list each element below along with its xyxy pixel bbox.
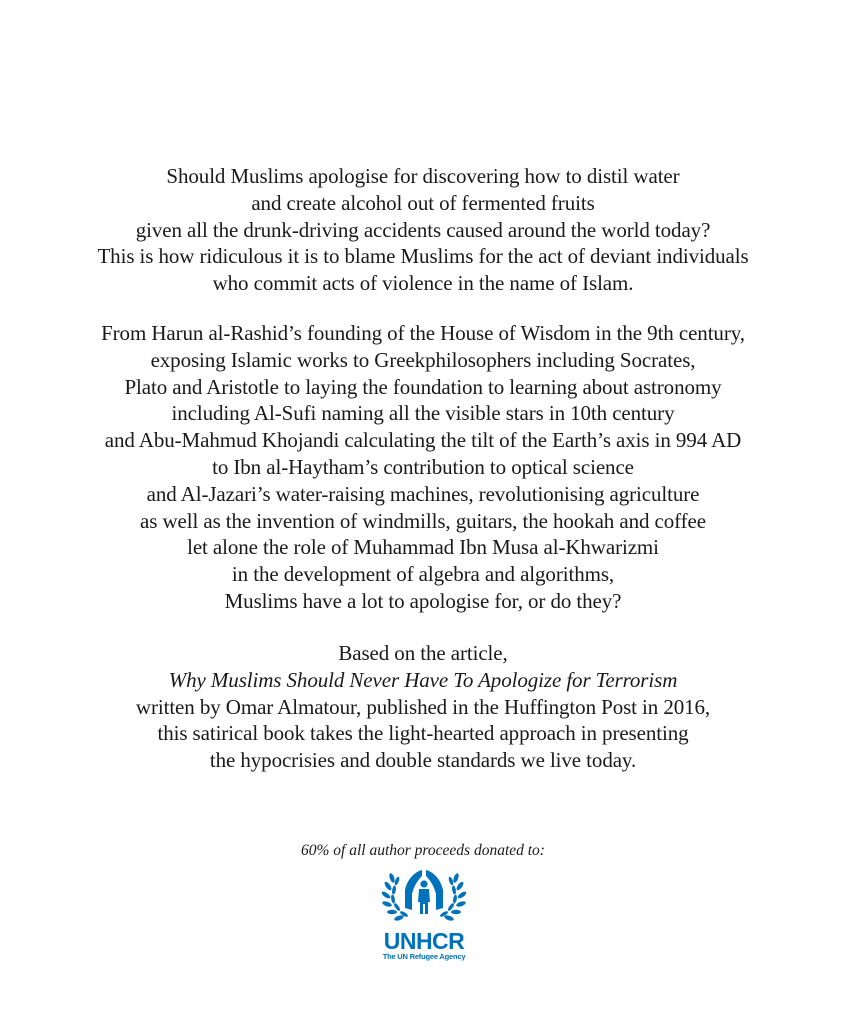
text-line: the hypocrisies and double standards we live today. — [209, 748, 637, 773]
text-line: exposing Islamic works to Greekphilosophers including Socrates, — [150, 347, 696, 372]
laurel-left-icon — [381, 873, 409, 922]
text-line: who commit acts of violence in the name of Islam. — [212, 271, 634, 296]
text-line: this satirical book takes the light-hearted approach in presenting — [157, 721, 689, 746]
unhcr-shelter-laurel-icon — [374, 864, 474, 930]
text-line: given all the drunk-driving accidents caused around the world today? — [135, 217, 711, 242]
laurel-right-icon — [439, 873, 467, 922]
text-line: From Harun al-Rashid’s founding of the House of Wisdom in the 9th century, — [101, 321, 745, 345]
text-line: Based on the article, — [338, 641, 508, 665]
history-paragraph — [0, 320, 846, 615]
person-body-icon — [418, 889, 430, 914]
text-line: Plato and Aristotle to laying the foundation to learning about astronomy — [124, 374, 722, 399]
text-line: as well as the invention of windmills, guitars, the hookah and coffee — [140, 508, 706, 533]
source-paragraph — [0, 640, 846, 774]
text-line: including Al-Sufi naming all the visible stars in 10th century — [171, 401, 675, 426]
person-head-icon — [420, 880, 427, 887]
text-line: let alone the role of Muhammad Ibn Musa al-Khwarizmi — [187, 535, 659, 560]
text-line: and Al-Jazari’s water-raising machines, revolutionising agriculture — [146, 481, 700, 506]
logo-name: UNHCR — [383, 928, 465, 954]
text-line: and Abu-Mahmud Khojandi calculating the tilt of the Earth’s axis in 994 AD — [104, 428, 742, 453]
text-line: written by Omar Almatour, published in the Huffington Post in 2016, — [135, 694, 711, 719]
text-line: to Ibn al-Haytham’s contribution to optical science — [212, 454, 634, 479]
donation-note: 60% of all author proceeds donated to: — [301, 842, 545, 859]
intro-paragraph — [0, 163, 846, 297]
text-line: and create alcohol out of fermented fruits — [251, 190, 595, 215]
article-title: Why Muslims Should Never Have To Apologize for Terrorism — [168, 667, 678, 692]
text-line: This is how ridiculous it is to blame Muslims for the act of deviant individuals — [97, 244, 749, 269]
unhcr-logo — [374, 864, 474, 964]
text-line: Muslims have a lot to apologise for, or do they? — [224, 588, 622, 613]
text-line: in the development of algebra and algorithms, — [231, 562, 615, 587]
text-line: Should Muslims apologise for discovering how to distil water — [166, 164, 680, 188]
logo-tagline: The UN Refugee Agency — [382, 952, 466, 961]
